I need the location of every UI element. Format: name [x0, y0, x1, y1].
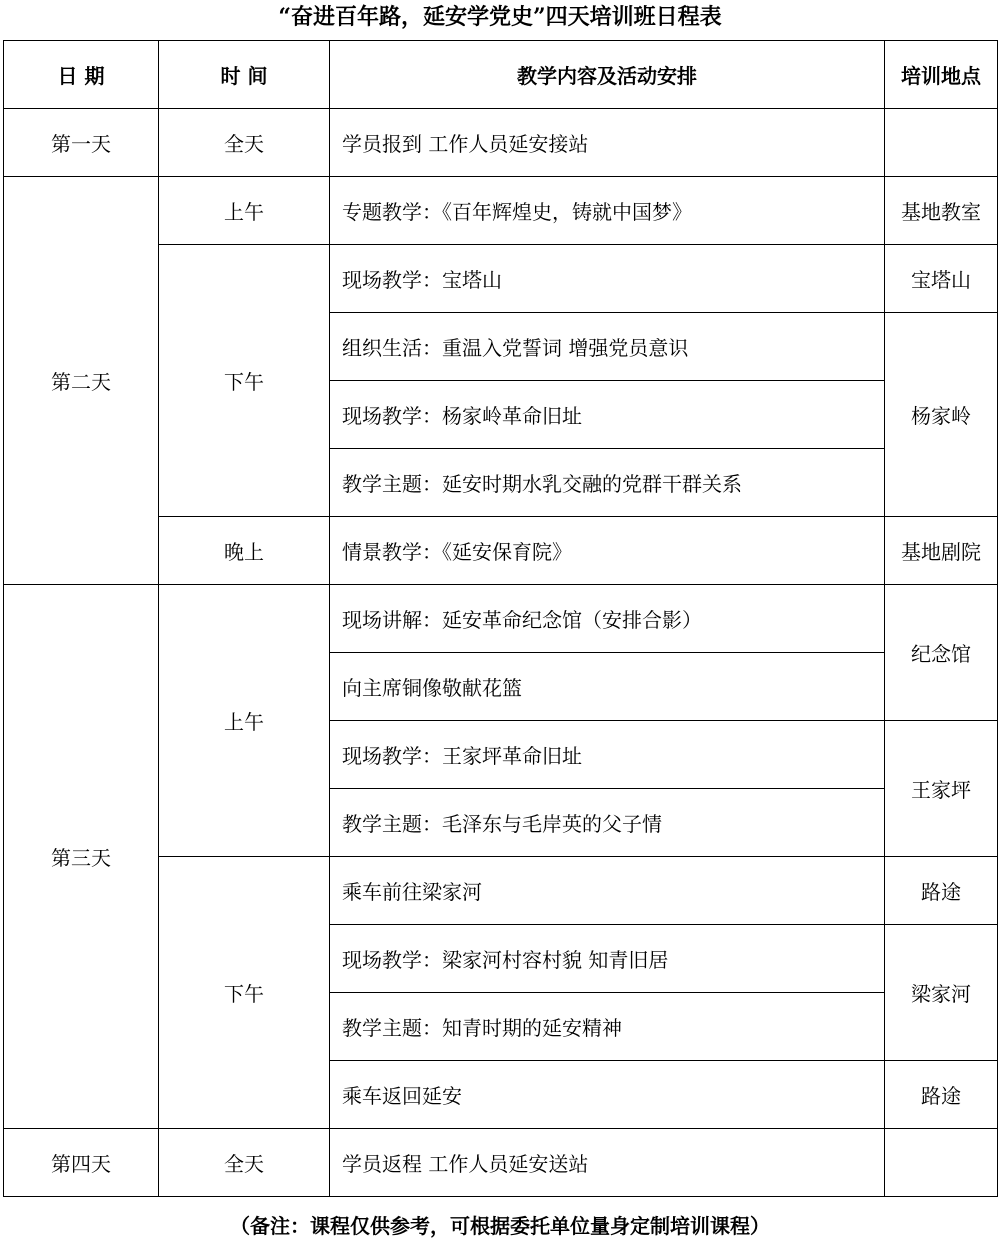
- activity-cell: 现场讲解：延安革命纪念馆（安排合影）: [330, 585, 885, 653]
- location-cell: 纪念馆: [885, 585, 998, 721]
- time-cell: 晚上: [159, 517, 330, 585]
- day-cell: 第一天: [4, 109, 159, 177]
- day-cell: 第三天: [4, 585, 159, 1129]
- time-cell: 上午: [159, 585, 330, 857]
- activity-cell: 情景教学：《延安保育院》: [330, 517, 885, 585]
- activity-cell: 学员返程 工作人员延安送站: [330, 1129, 885, 1197]
- header-location: 培训地点: [885, 41, 998, 109]
- activity-cell: 现场教学：梁家河村容村貌 知青旧居: [330, 925, 885, 993]
- header-date: 日 期: [4, 41, 159, 109]
- location-cell: 基地剧院: [885, 517, 998, 585]
- location-cell: 宝塔山: [885, 245, 998, 313]
- time-cell: 全天: [159, 109, 330, 177]
- activity-cell: 乘车返回延安: [330, 1061, 885, 1129]
- location-cell: [885, 109, 998, 177]
- location-cell: 路途: [885, 1061, 998, 1129]
- activity-cell: 现场教学：杨家岭革命旧址: [330, 381, 885, 449]
- time-cell: 下午: [159, 245, 330, 517]
- activity-cell: 学员报到 工作人员延安接站: [330, 109, 885, 177]
- location-cell: 基地教室: [885, 177, 998, 245]
- location-cell: [885, 1129, 998, 1197]
- activity-cell: 教学主题：毛泽东与毛岸英的父子情: [330, 789, 885, 857]
- footnote: （备注：课程仅供参考，可根据委托单位量身定制培训课程）: [230, 1214, 770, 1238]
- table-header-row: [4, 41, 998, 109]
- activity-cell: 组织生活：重温入党誓词 增强党员意识: [330, 313, 885, 381]
- activity-cell: 现场教学：王家坪革命旧址: [330, 721, 885, 789]
- table-row: [4, 1129, 998, 1197]
- day-cell: 第二天: [4, 177, 159, 585]
- activity-cell: 乘车前往梁家河: [330, 857, 885, 925]
- location-cell: 梁家河: [885, 925, 998, 1061]
- activity-cell: 向主席铜像敬献花篮: [330, 653, 885, 721]
- page-title: “奋进百年路，延安学党史”四天培训班日程表: [278, 4, 722, 30]
- location-cell: 杨家岭: [885, 313, 998, 517]
- activity-cell: 教学主题：延安时期水乳交融的党群干群关系: [330, 449, 885, 517]
- activity-cell: 专题教学：《百年辉煌史，铸就中国梦》: [330, 177, 885, 245]
- day-cell: 第四天: [4, 1129, 159, 1197]
- time-cell: 上午: [159, 177, 330, 245]
- table-row: [4, 585, 998, 653]
- header-content: 教学内容及活动安排: [330, 41, 885, 109]
- time-cell: 全天: [159, 1129, 330, 1197]
- table-row: [4, 177, 998, 245]
- schedule-table: [3, 40, 998, 1197]
- activity-cell: 教学主题：知青时期的延安精神: [330, 993, 885, 1061]
- location-cell: 王家坪: [885, 721, 998, 857]
- time-cell: 下午: [159, 857, 330, 1129]
- activity-cell: 现场教学：宝塔山: [330, 245, 885, 313]
- location-cell: 路途: [885, 857, 998, 925]
- table-row: [4, 109, 998, 177]
- header-time: 时 间: [159, 41, 330, 109]
